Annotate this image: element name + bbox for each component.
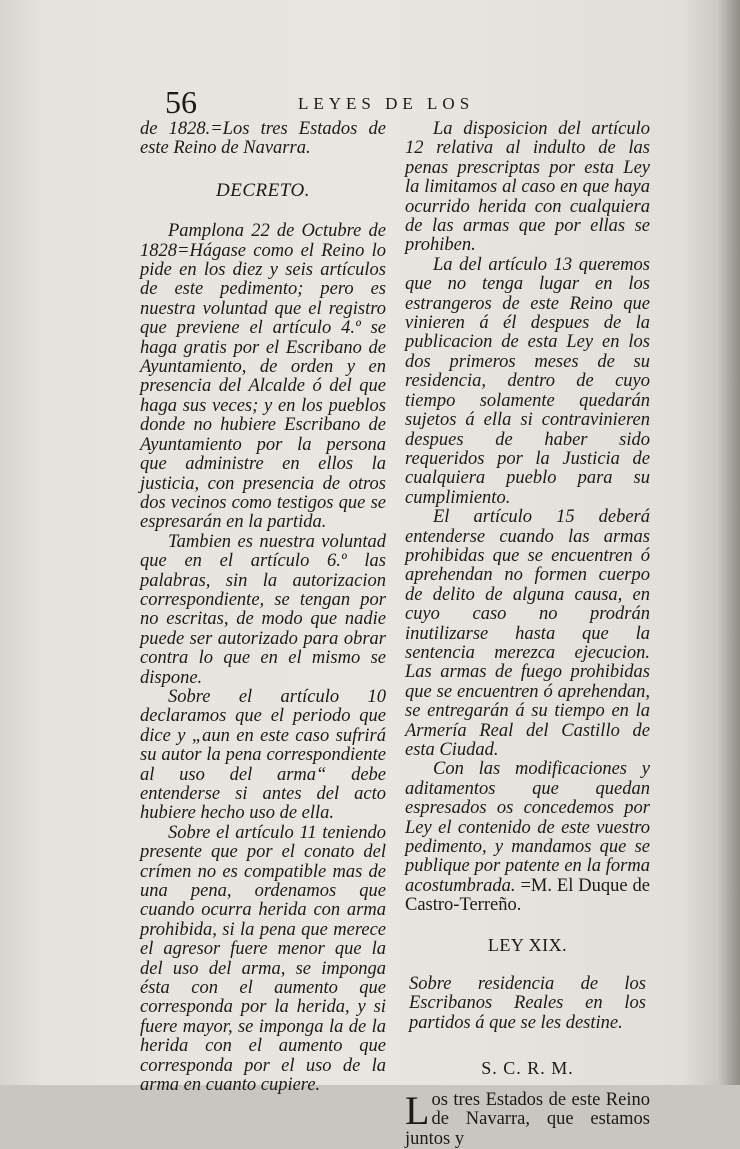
- drop-cap: L: [405, 1087, 430, 1133]
- right-paragraph-3: El artículo 15 deberá entenderse cuando las armas prohibidas que se encuentren ó aprehendan no formen cuerpo de delito de alguna causa, en cuyo caso no prodrán inutilizarse hasta que la sentencia merezca ejecucion. Las armas de fuego prohibidas que se encuentren ó aprehendan, se entregarán á su tiempo en la Armería Real del Castillo de esta Ciudad.: [405, 507, 650, 760]
- decreto-heading: DECRETO.: [216, 179, 310, 201]
- page-header: [165, 84, 545, 124]
- ley-heading: LEY XIX.: [487, 934, 568, 955]
- running-head: LEYES DE LOS: [298, 94, 475, 113]
- right-paragraph-1: La disposicion del artículo 12 relativa al indulto de las penas prescriptas por esta Ley la limitamos al caso en que haya ocurrido herida con cualquiera de las armas que por ellas se prohiben.: [405, 119, 650, 256]
- left-opening-lines: de 1828.=Los tres Estados de este Reino de Navarra.: [140, 119, 386, 159]
- left-paragraph-4: Sobre el artículo 11 teniendo presente que por el conato del crímen no es compatible mas de una pena, ordenamos que cuando ocurra herida con arma prohibida, si la pena que merece el agresor fuere menor que la del uso del arma, se imponga ésta con el aumento que corresponda por la herida, y si fuere mayor, se imponga la de la herida con el aumento que corresponda por el uso de la arma en cuanto cupiere.: [140, 822, 386, 1096]
- right-paragraph-2: La del artículo 13 queremos que no tenga lugar en los estrangeros de este Reino que vinieren á él despues de la publicacion de esta Ley en los dos primeros meses de su residencia, dentro de cuyo tiempo solamente quedarán sujetos á ella si contravinieren despues de haber sido requeridos por la Justicia de cualquiera pueblo para su cumplimiento.: [405, 254, 650, 508]
- right-paragraph-4: [405, 760, 650, 915]
- left-paragraph-1: Pamplona 22 de Octubre de 1828=Hágase como el Reino lo pide en los diez y seis artículos de este pedimento; pero es nuestra voluntad que el registro que previene el artículo 4.º se haga gratis por el Escribano de Ayuntamiento, de orden y en presencia del Alcalde ó del que haga sus veces; y en los pueblos donde no hubiere Escribano de Ayuntamiento por la persona que administre en ellos la justicia, con presencia de otros dos vecinos como testigos que se espresarán en la partida.: [140, 221, 386, 533]
- left-column: [140, 120, 386, 1096]
- left-paragraph-2: Tambien es nuestra voluntad que en el artículo 6.º las palabras, sin la autorizacion correspondiente, se tengan por no escritas, de modo que nadie puede ser autorizado para obrar contra lo que en el mismo se dispone.: [140, 531, 386, 688]
- closing-paragraph: [405, 1087, 650, 1149]
- left-paragraph-3: Sobre el artículo 10 declaramos que el periodo que dice y „aun en este caso sufrirá su autor la pena correspondiente al uso del arma“ debe entenderse si antes del acto hubiere hecho uso de ella.: [140, 686, 386, 824]
- right-paragraph-4-body: Con las modificaciones y aditamentos que quedan espresados os concedemos por Ley el contenido de este vuestro pedimento, y mandamos que se publique por patente en la forma acostumbrada.: [405, 759, 650, 896]
- page-edge-shadow: [718, 0, 740, 1085]
- right-column: [405, 120, 650, 1149]
- closing-text: os tres Estados de este Reino de Navarra, que estamos juntos y: [405, 1089, 650, 1149]
- signature: =M. El Duque de Castro-Terreño.: [405, 875, 651, 916]
- scrm-heading: S. C. R. M.: [481, 1058, 574, 1079]
- ley-summary: Sobre residencia de los Escribanos Reales en los partidos á que se les destine.: [409, 974, 646, 1033]
- page-number: 56: [165, 84, 197, 120]
